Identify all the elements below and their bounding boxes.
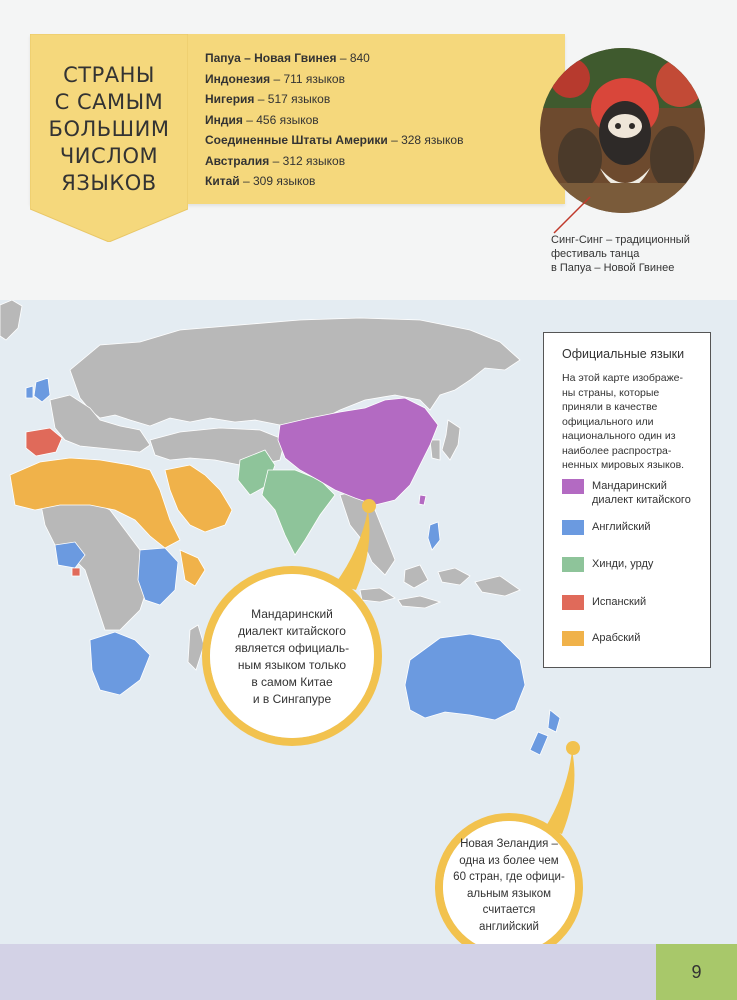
legend-desc-line: национального один из (562, 430, 676, 442)
legend-label: Хинди, урду (592, 558, 654, 570)
list-item: Австралия – 312 языков (205, 153, 346, 168)
title-line-5: ЯЗЫКОВ (61, 171, 157, 195)
region-spanish-spain (26, 428, 62, 456)
land-indonesia-3 (404, 565, 428, 588)
legend-label: диалект китайского (592, 494, 691, 506)
callout-line: Новая Зеландия – (460, 838, 558, 850)
region-arabic-horn (180, 550, 205, 586)
legend-swatch-arabic (562, 631, 584, 646)
legend-swatch-spanish (562, 595, 584, 610)
legend-desc-line: приняли в качестве (562, 401, 658, 413)
legend-swatch-english (562, 520, 584, 535)
legend-item-english (562, 520, 651, 535)
list-item: Китай – 309 языков (205, 174, 316, 188)
legend-item-hindi (562, 557, 653, 572)
callout-nz-pointer (545, 750, 574, 834)
region-arabic-peninsula (165, 465, 232, 532)
legend-label: Английский (592, 521, 651, 533)
legend-label: Испанский (592, 596, 647, 608)
legend-swatch-hindi (562, 557, 584, 572)
region-mandarin-taiwan (419, 495, 426, 505)
legend-desc-line: На этой карте изображе- (562, 372, 683, 384)
caption-line: в Папуа – Новой Гвинее (551, 262, 675, 274)
land-indonesia-1 (360, 588, 395, 602)
list-item: Соединенные Штаты Америки – 328 языков (205, 133, 464, 147)
legend-item-spanish (562, 595, 646, 610)
region-english-uk (34, 378, 50, 402)
callout-line: альным языком (466, 887, 552, 900)
callout-nz-dot (566, 741, 580, 755)
region-english-nz-south (530, 732, 548, 755)
list-item: Индия – 456 языков (205, 112, 319, 127)
banner-title (30, 62, 188, 197)
callout-line: является официаль- (234, 641, 350, 655)
callout-line: одна из более чем (459, 854, 559, 867)
page-footer-strip (0, 944, 737, 1000)
callout-nz-text (449, 836, 569, 935)
region-english-philippines (428, 522, 440, 550)
land-madagascar (188, 625, 204, 670)
callout-line: в самом Китае (251, 675, 333, 689)
callout-line: Мандаринский (251, 607, 333, 621)
page-number: 9 (656, 944, 737, 1000)
land-korea (430, 440, 440, 460)
list-item: Папуа – Новая Гвинея – 840 (205, 51, 370, 65)
list-item: Индонезия – 711 языков (205, 71, 345, 86)
region-english-australia (405, 634, 525, 720)
land-japan (442, 420, 460, 460)
land-png (475, 576, 520, 596)
land-indonesia-2 (398, 596, 440, 608)
legend-title: Официальные языки (562, 347, 685, 361)
callout-line: и в Сингапуре (252, 692, 332, 706)
legend-description (562, 371, 702, 473)
caption-line: фестиваль танца (551, 248, 640, 260)
callout-line: диалект китайского (238, 624, 346, 638)
legend-label: Мандаринский (592, 480, 667, 492)
callout-china-dot (362, 499, 376, 513)
region-english-south-africa (90, 632, 150, 695)
land-arctic-west (0, 300, 22, 340)
callout-china-text (222, 606, 362, 708)
legend-label: Арабский (592, 632, 641, 644)
region-english-ireland (26, 386, 33, 398)
title-line-3: БОЛЬШИМ (48, 117, 170, 141)
callout-line: считается (482, 904, 536, 916)
legend-item-mandarin (562, 479, 691, 507)
list-item: Нигерия – 517 языков (205, 92, 331, 106)
caption-line: Синг-Синг – традиционный (551, 234, 690, 246)
land-eurasia-north (70, 318, 520, 430)
legend-desc-line: ны страны, которые (562, 386, 660, 399)
legend-desc-line: официального или (562, 415, 654, 428)
title-line-1: СТРАНЫ (63, 63, 155, 87)
region-spanish-eq-guinea (72, 568, 80, 576)
legend-swatch-mandarin (562, 479, 584, 494)
legend-desc-line: наиболее распростра- (562, 444, 672, 457)
title-line-2: С САМЫМ (54, 90, 164, 114)
festival-photo (540, 48, 705, 213)
callout-line: английский (479, 920, 539, 933)
callout-line: 60 стран, где офици- (453, 871, 565, 883)
callout-line: ным языком только (237, 658, 347, 672)
country-language-list (205, 48, 463, 192)
legend-item-arabic (562, 631, 640, 646)
region-english-nz-north (548, 710, 560, 732)
title-line-4: ЧИСЛОМ (59, 144, 159, 168)
region-english-east-africa (138, 548, 178, 605)
legend-desc-line: ненных мировых языков. (562, 459, 685, 471)
photo-caption (551, 233, 731, 275)
land-indonesia-4 (438, 568, 470, 585)
map-legend (543, 332, 711, 668)
